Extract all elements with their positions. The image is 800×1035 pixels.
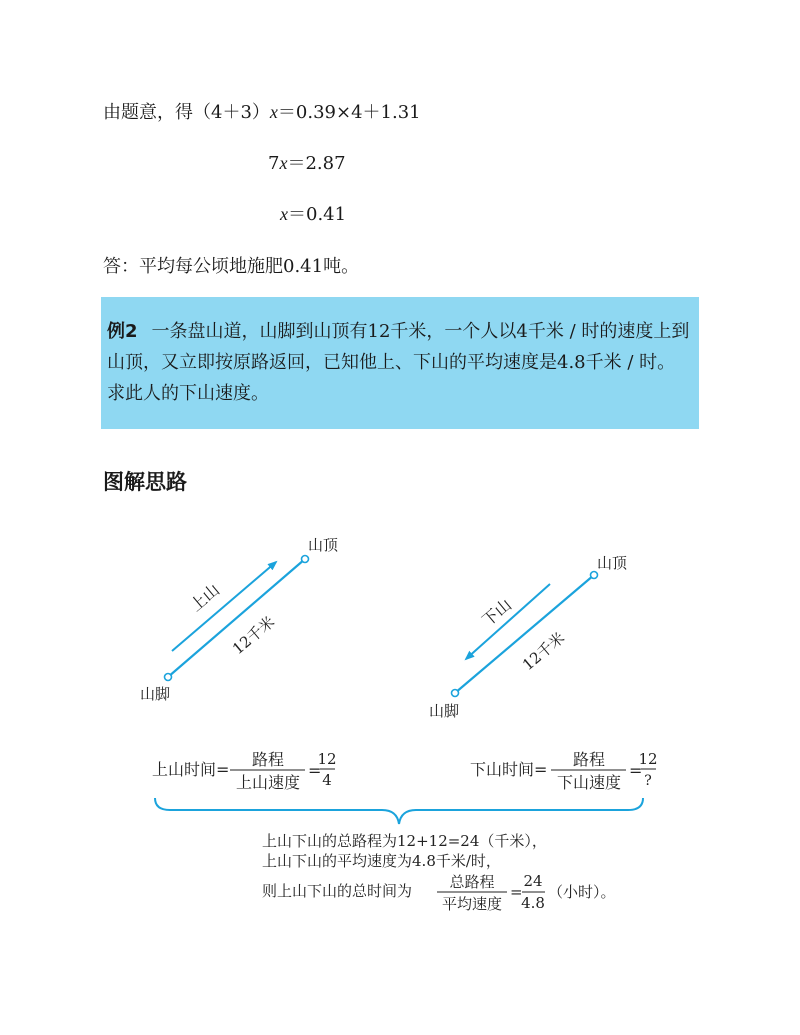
right-top-label: 山顶 — [597, 554, 628, 572]
left-distance-label: 12千米 — [229, 612, 279, 659]
answer-line: 答：平均每公顷地施肥0.41吨。 — [103, 256, 360, 277]
equation-1-suffix: ＝0.39×4＋1.31 — [277, 102, 421, 123]
formula-up-value-numerator: 12 — [317, 750, 337, 768]
summary-line-1: 上山下山的总路程为12+12=24（千米）， — [262, 832, 547, 850]
right-bottom-label: 山脚 — [429, 702, 460, 720]
right-distance-label: 12千米 — [519, 628, 569, 675]
equation-3-suffix: ＝0.41 — [288, 204, 347, 225]
equation-2-suffix: ＝2.87 — [287, 153, 346, 174]
variable-x: x — [279, 153, 288, 173]
summary-denominator: 平均速度 — [441, 895, 503, 913]
formula-down-numerator: 路程 — [572, 750, 606, 769]
formula-up-lhs: 上山时间= — [152, 760, 230, 779]
formula-down-equals: = — [629, 761, 643, 780]
example-text: 一条盘山道，山脚到山顶有12千米，一个人以4千米 / 时的速度上到山顶，又立即按原路返回，已知他上、下山的平均速度是4.8千米 / 时。求此人的下山速度。 — [107, 321, 690, 404]
curly-brace — [155, 798, 643, 824]
equation-2-prefix: 7 — [268, 153, 280, 174]
variable-x: x — [280, 204, 288, 224]
left-bottom-label: 山脚 — [140, 685, 171, 703]
variable-x: x — [269, 102, 278, 122]
formula-up-value-denominator: 4 — [322, 771, 332, 789]
example-tag: 例2 — [107, 321, 138, 342]
section-heading: 图解思路 — [103, 470, 187, 494]
summary-numerator: 总路程 — [449, 873, 495, 891]
summary-line-2: 上山下山的平均速度为4.8千米/时， — [262, 852, 501, 870]
formula-down-value-numerator: 12 — [638, 750, 658, 768]
formula-down-denominator: 下山速度 — [556, 773, 622, 792]
equation-1-prefix: 由题意，得（4＋3） — [103, 102, 270, 123]
formula-down-lhs: 下山时间= — [470, 760, 548, 779]
summary-equals: = — [510, 883, 523, 901]
right-path-line — [455, 575, 594, 693]
summary-value-denominator: 4.8 — [521, 894, 545, 912]
right-start-point — [452, 690, 459, 697]
summary-prefix: 则上山下山的总时间为 — [262, 882, 413, 900]
left-end-point — [302, 556, 309, 563]
formula-up-equals: = — [308, 761, 322, 780]
summary-suffix: （小时）。 — [548, 883, 616, 901]
formula-up-numerator: 路程 — [251, 750, 285, 769]
left-top-label: 山顶 — [308, 536, 339, 554]
left-path-line — [168, 559, 305, 677]
formula-down-value-denominator: ? — [644, 773, 652, 789]
right-end-point — [591, 572, 598, 579]
left-arrow-label: 上山 — [186, 579, 224, 616]
summary-value-numerator: 24 — [523, 872, 543, 890]
formula-up-denominator: 上山速度 — [235, 773, 301, 792]
right-arrow-label: 下山 — [478, 594, 516, 631]
left-start-point — [165, 674, 172, 681]
